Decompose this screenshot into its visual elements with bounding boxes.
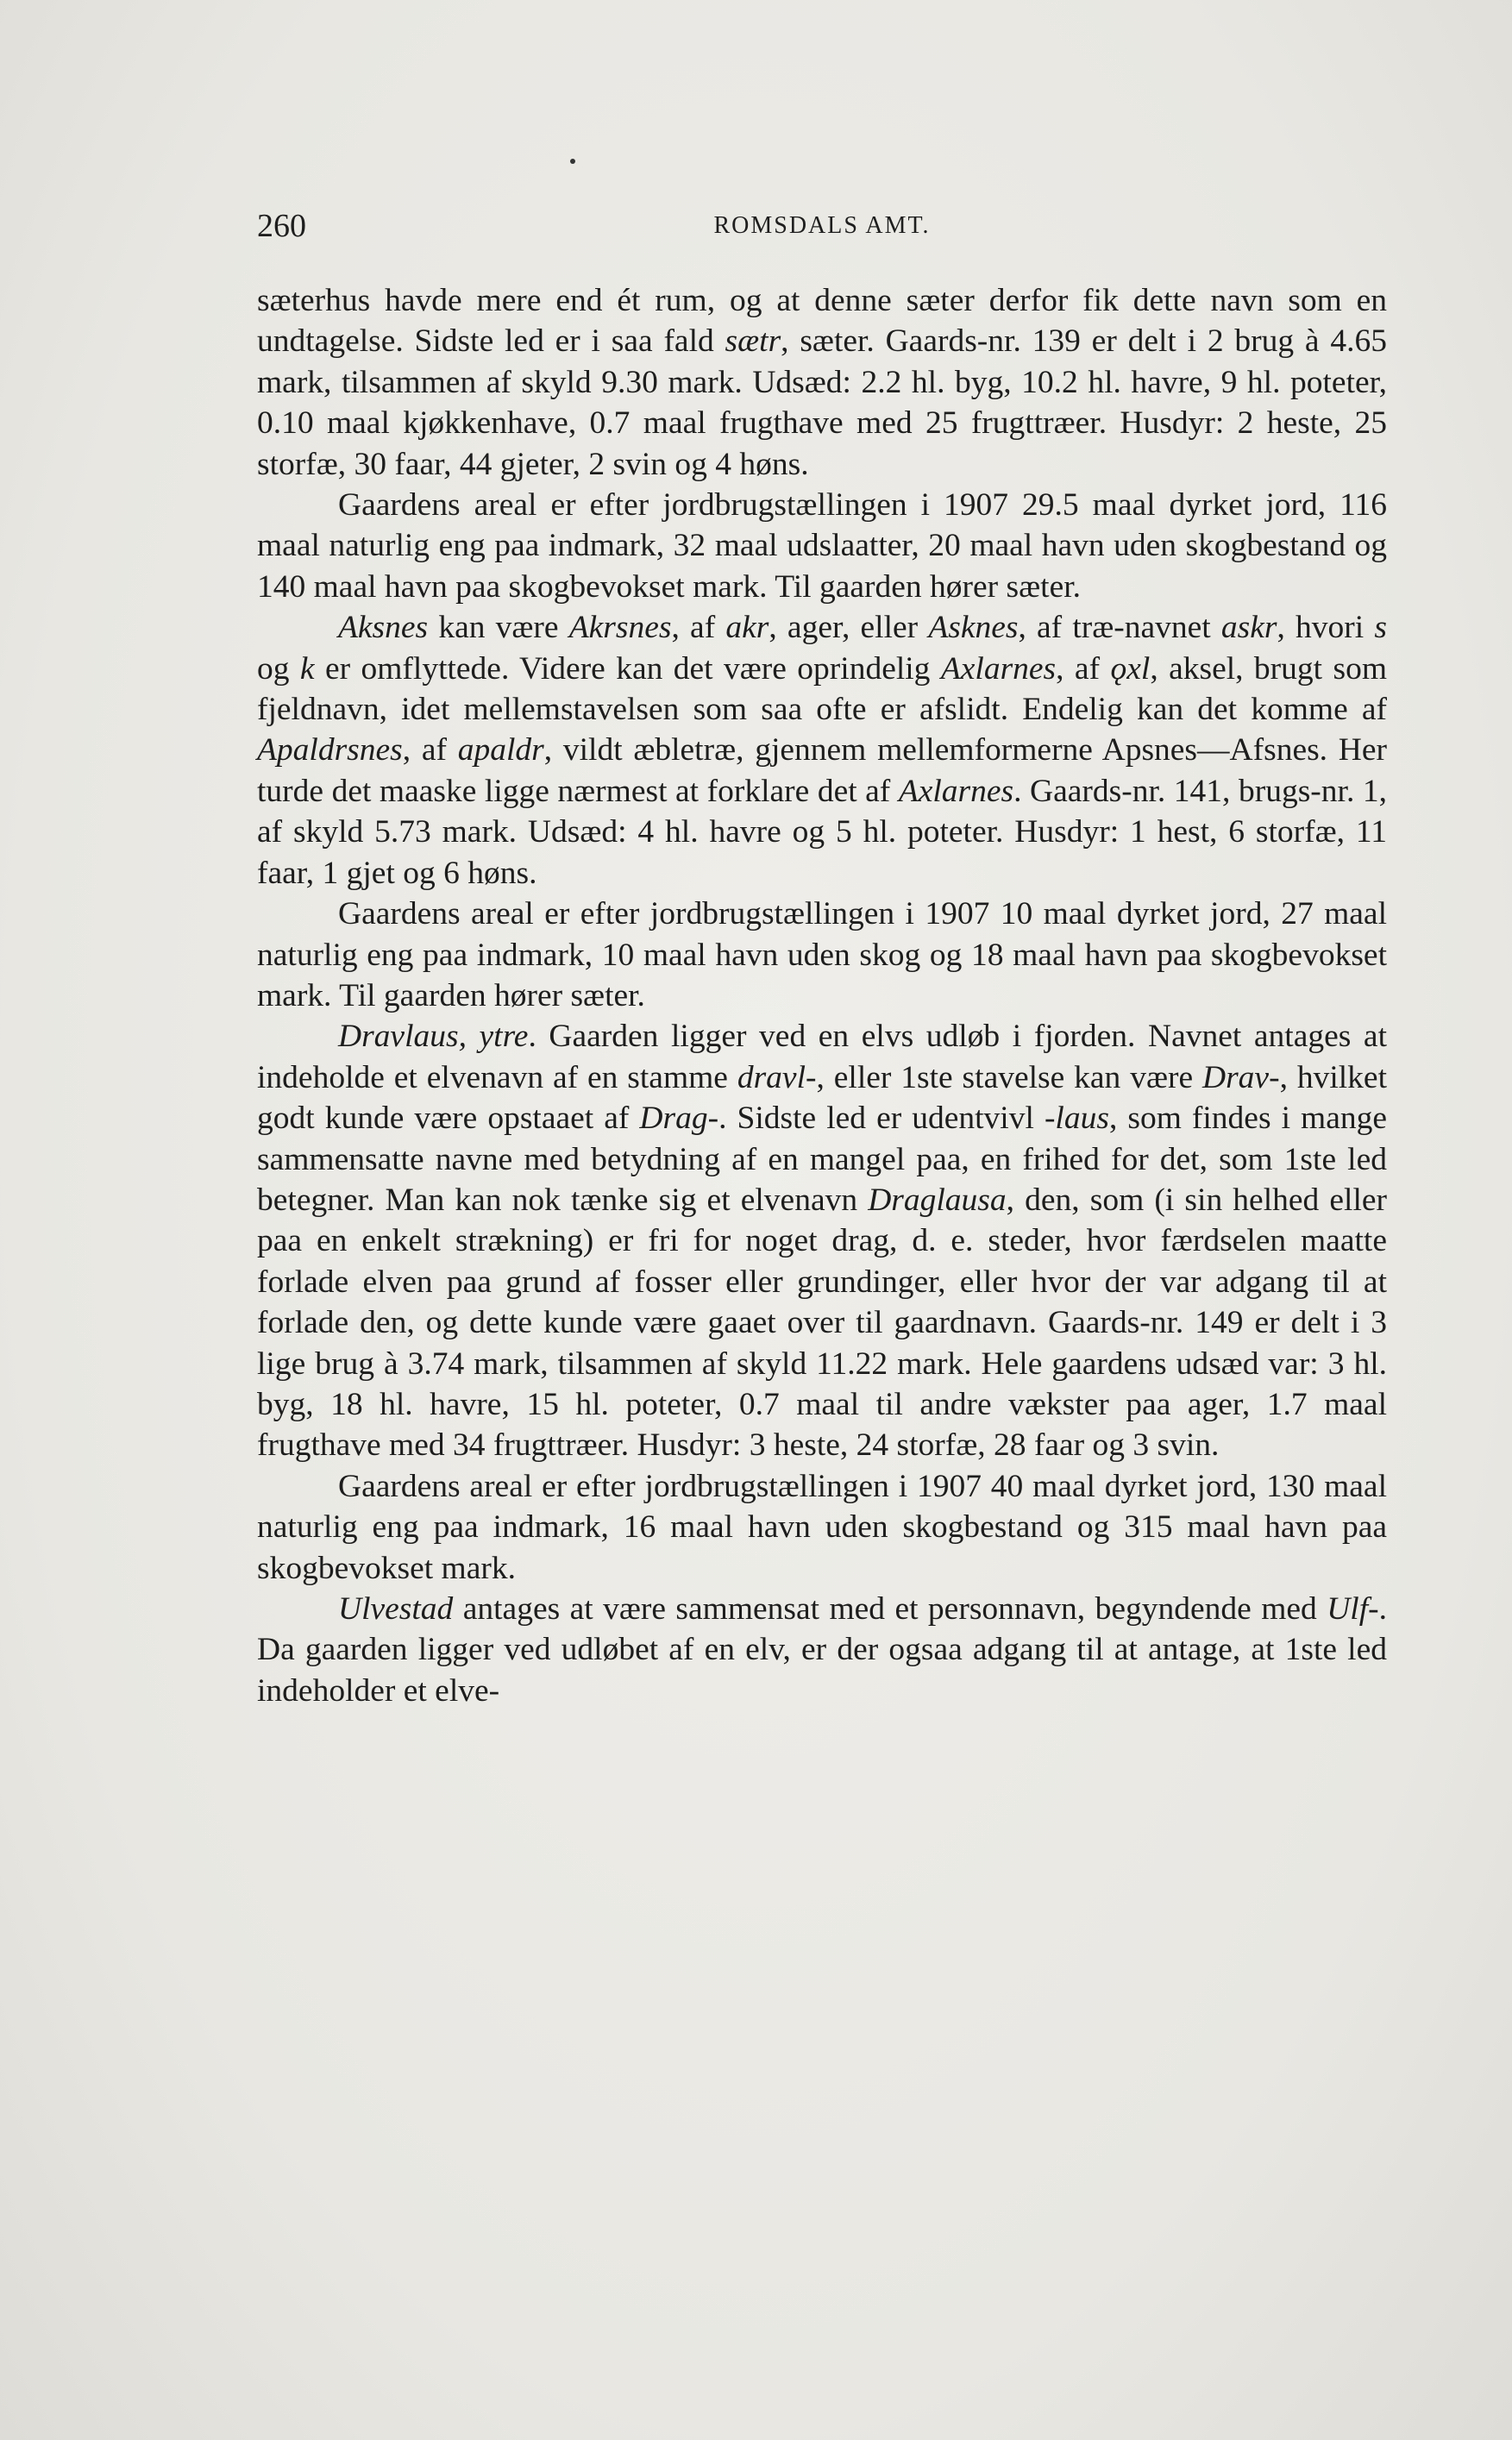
text-run: , aksel, brugt som fjeldnavn, idet mellemstavelsen som saa ofte er afslidt. Endelig kan det komme af (257, 650, 1387, 728)
text-run: , eller 1ste stavelse kan være (816, 1059, 1202, 1095)
text-run: , af (1056, 650, 1111, 687)
text-run: og (257, 650, 300, 687)
italic-term: apaldr (457, 732, 544, 768)
italic-term: -laus (1044, 1101, 1109, 1137)
italic-term: sætr (725, 323, 781, 360)
text-run: , af (671, 610, 726, 646)
italic-term: akr (725, 610, 769, 646)
text-run: , af (402, 732, 458, 768)
italic-term: s (1374, 610, 1387, 646)
text-run: er omflyttede. Videre kan det være oprindelig (314, 650, 941, 687)
text-run: , vildt æbletræ, gjennem mellemformerne Apsnes—Afsnes. Her turde det maaske ligge nærmest at forklare det af (257, 732, 1387, 809)
italic-term: Dravlaus, ytre (338, 1019, 529, 1055)
italic-term: Akrsnes (568, 610, 672, 646)
text-run: . Gaards-nr. 141, brugs-nr. 1, af skyld 5.73 mark. Udsæd: 4 hl. havre og 5 hl. poteter. Husdyr: 1 hest, 6 storfæ, 11 faar, 1 gjet og 6 høns. (257, 773, 1387, 891)
paragraph (257, 1016, 1387, 1465)
running-head: ROMSDALS AMT. (713, 212, 931, 239)
italic-term: Apaldrsnes (257, 732, 403, 768)
italic-term: askr (1220, 610, 1277, 646)
text-run: , ager, eller (769, 610, 929, 646)
text-run: sæterhus havde mere end ét rum, og at denne sæter derfor fik dette navn som en undtagelse. Sidste led er i saa fald (257, 283, 1387, 360)
page-header (257, 207, 1387, 245)
text-run: kan være (428, 610, 569, 646)
italic-term: Axlarnes (940, 650, 1057, 687)
italic-term: Ulf- (1327, 1591, 1379, 1627)
italic-term: Axlarnes (898, 773, 1014, 809)
text-run: Gaardens areal er efter jordbrugstællingen i 1907 40 maal dyrket jord, 130 maal naturlig eng paa indmark, 16 maal havn uden skogbestand og 315 maal havn paa skogbevokset mark. (257, 1468, 1387, 1586)
text-run: , sæter. Gaards-nr. 139 er delt i 2 brug à 4.65 mark, tilsammen af skyld 9.30 mark. Udsæd: 2.2 hl. byg, 10.2 hl. havre, 9 hl. poteter, 0.10 maal kjøkkenhave, 0.7 maal frugthave med 25 frugttræer. Husdyr: 2 heste, 25 storfæ, 30 faar, 44 gjeter, 2 svin og 4 høns. (257, 323, 1387, 482)
paragraph (257, 280, 1387, 485)
paragraph (257, 1466, 1387, 1589)
italic-term: Drag- (639, 1101, 719, 1137)
body-text (257, 280, 1387, 1711)
italic-term: Ulvestad (338, 1591, 454, 1627)
text-run: . Sidste led er udentvivl (718, 1101, 1045, 1137)
italic-term: Asknes (928, 610, 1019, 646)
text-run: antages at være sammensat med et personnavn, begyndende med (453, 1591, 1327, 1627)
italic-term: Aksnes (338, 610, 429, 646)
italic-term: k (299, 650, 315, 687)
text-run: , den, som (i sin helhed eller paa en enkelt strækning) er fri for noget drag, d. e. steder, hvor færdselen maatte forlade elven paa grund af fosser eller grundinger, eller hvor der var adgang til at forlade den, og dette kunde være gaaet over til gaardnavn. Gaards-nr. 149 er delt i 3 lige brug à 3.74 mark, tilsammen af skyld 11.22 mark. Hele gaardens udsæd var: 3 hl. byg, 18 hl. havre, 15 hl. poteter, 0.7 maal til andre vækster paa ager, 1.7 maal frugthave med 34 frugttræer. Husdyr: 3 heste, 24 storfæ, 28 faar og 3 svin. (257, 1182, 1387, 1464)
paragraph (257, 894, 1387, 1016)
paragraph (257, 1589, 1387, 1711)
italic-term: Draglausa (868, 1182, 1007, 1218)
text-run: Gaardens areal er efter jordbrugstællingen i 1907 29.5 maal dyrket jord, 116 maal naturlig eng paa indmark, 32 maal udslaatter, 20 maal havn uden skogbestand og 140 maal havn paa skogbevokset mark. Til gaarden hører sæter. (257, 487, 1387, 605)
paragraph (257, 485, 1387, 607)
text-run: Gaardens areal er efter jordbrugstællingen i 1907 10 maal dyrket jord, 27 maal naturlig eng paa indmark, 10 maal havn uden skog og 18 maal havn paa skogbevokset mark. Til gaarden hører sæter. (257, 896, 1387, 1013)
text-run: , af træ-navnet (1018, 610, 1221, 646)
text-run: . Da gaarden ligger ved udløbet af en elv, er der ogsaa adgang til at antage, at 1ste led indeholder et elve- (257, 1591, 1387, 1709)
italic-term: Drav- (1202, 1059, 1280, 1095)
text-run: , hvori (1277, 610, 1375, 646)
italic-term: dravl- (737, 1059, 817, 1095)
text-run: , hvilket godt kunde være opstaaet af (257, 1059, 1387, 1137)
paragraph (257, 607, 1387, 894)
text-run: . Gaarden ligger ved en elvs udløb i fjorden. Navnet antages at indeholde et elvenavn af en stamme (257, 1019, 1387, 1095)
page-number: 260 (257, 208, 306, 244)
print-speck (570, 159, 575, 164)
italic-term: ǫxl (1110, 650, 1151, 687)
text-run: , som findes i mange sammensatte navne med betydning af en mangel paa, en frihed for det, som 1ste led betegner. Man kan nok tænke sig et elvenavn (257, 1101, 1388, 1218)
